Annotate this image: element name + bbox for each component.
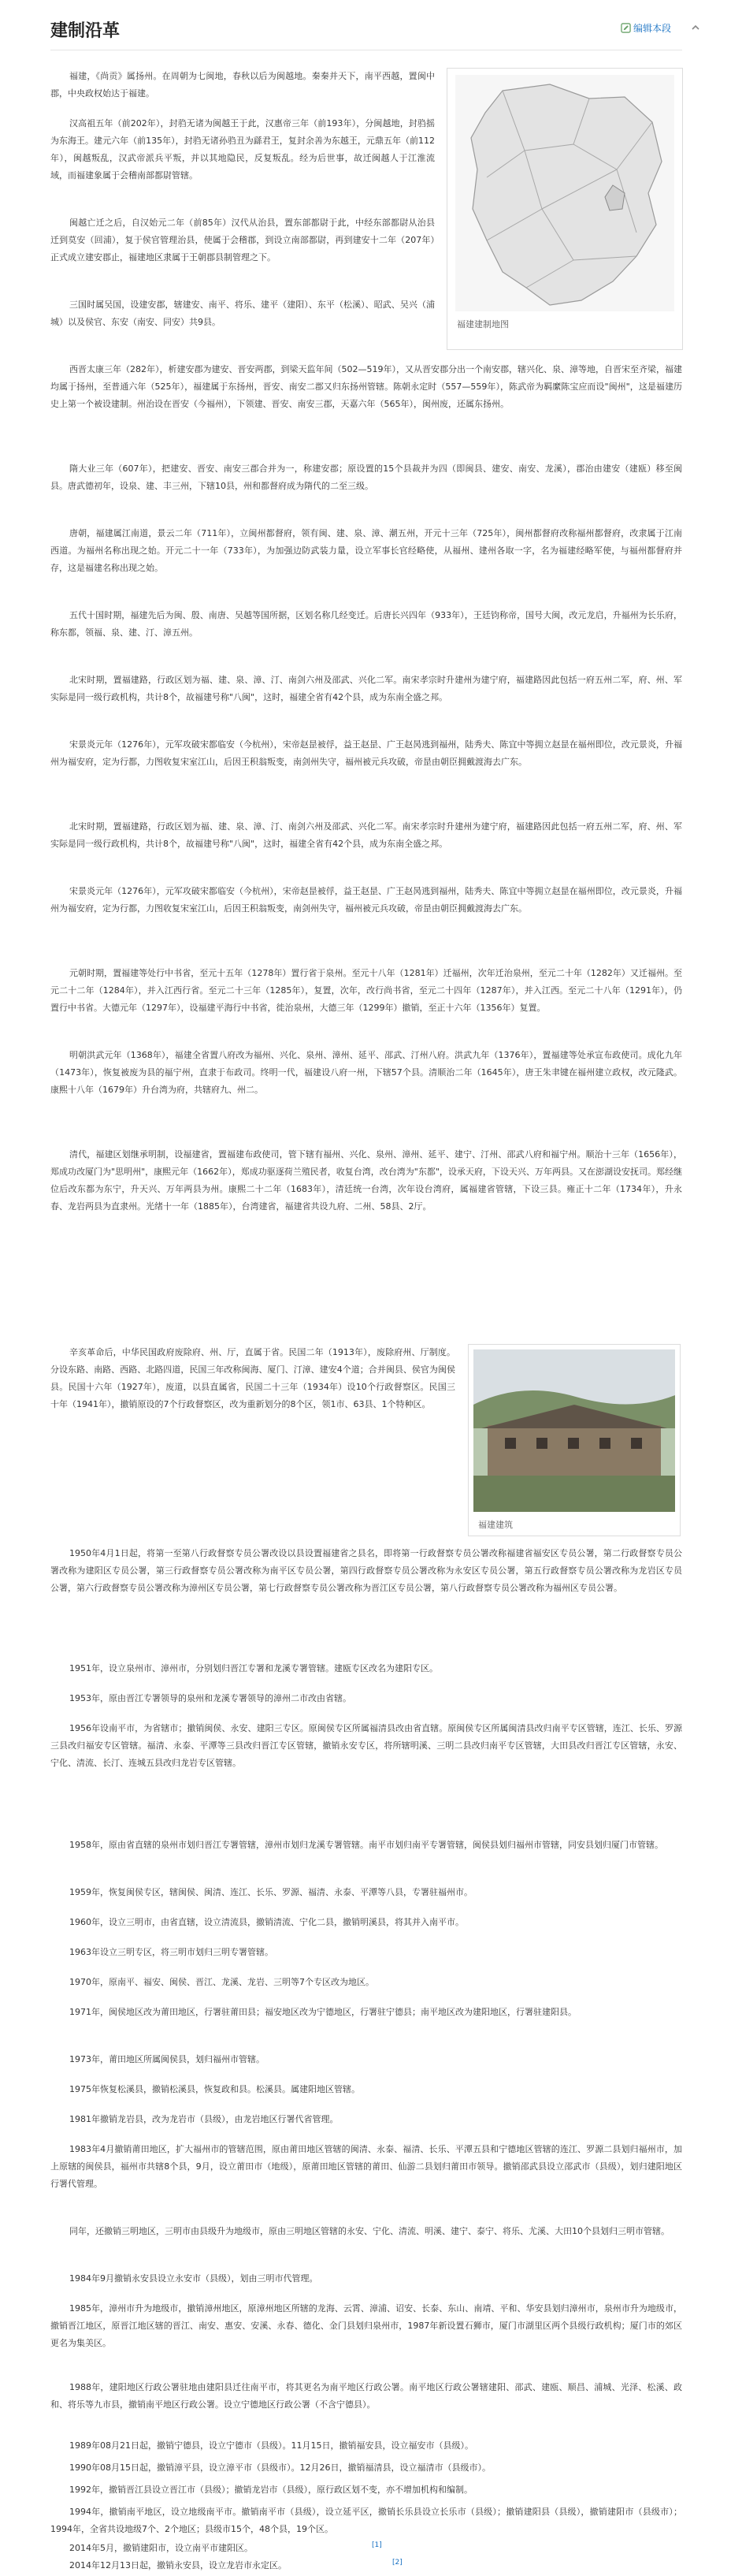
paragraph: 1994年，撤销南平地区，设立地级南平市。撤销南平市（县级），设立延平区，撤销长乐县设立长乐市（县级）；撤销建阳县（县级），撤销建阳市（县级市）；1994年，全省共设地级7个、2个地区；县级市15个，48个县，19个区。 <box>50 2507 682 2534</box>
photo-figure[interactable] <box>468 1344 681 1536</box>
paragraph: 清代，福建区划继承明制，设福建省，置福建布政使司，管下辖有福州、兴化、泉州、漳州、延平、建宁、汀州、邵武八府和福宁州。顺治十三年（1656年），郑成功改厦门为"思明州"，康熙元年（1662年），郑成功驱逐荷兰殖民者，收复台湾，改台湾为"东都"，设承天府，下设天兴、万年两县。又在澎湖设安抚司。郑经继位后改东都为东宁，升天兴、万年两县为州。康熙二十二年（1683年），清廷统一台湾，次年设台湾府，属福建省管辖，下设三县。雍正十二年（1734年），升永春、龙岩两县为直隶州。光绪十一年（1885年），台湾建省，福建省共设九府、二州、58县、2厅。 <box>50 1149 682 1212</box>
paragraph: 宋景炎元年（1276年），元军攻破宋都临安（今杭州），宋帝赵昰被俘，益王赵昰、广王赵昺逃到福州，陆秀夫、陈宜中等拥立赵昰在福州即位，改元景炎，升福州为福安府，定为行都，力图收复宋室江山，后因王积翁叛变，南剑州失守，福州被元兵攻破，帝昰由朝臣拥戴渡海去广东。 <box>50 739 682 767</box>
footnote-link[interactable]: [1] <box>372 2541 382 2549</box>
paragraph: 辛亥革命后，中华民国政府废除府、州、厅，直属于省。民国二年（1913年），废除府州、厅制度。分设东路、南路、西路、北路四道，民国三年改称闽海、厦门、汀漳、建安4个道；合并闽县、侯官为闽侯县。民国十六年（1927年），废道，以县直属省，民国二十三年（1934年）设10个行政督察区。民国三十年（1941年），撤销原设的7个行政督察区，改为重新划分的8个区，领1市、63县、1个特种区。 <box>50 1347 455 1409</box>
paragraph: 1956年设南平市，为省辖市；撤销闽侯、永安、建阳三专区。原闽侯专区所属福清县改由省直辖。原闽侯专区所属闽清县改归南平专区管辖，连江、长乐、罗源三县改归福安专区管辖。福清、永泰、平潭等三县改归晋江专区管辖，撤销永安专区，将所辖明溪、三明二县改归南平专区管辖，大田县改归晋江专区管辖，永安、宁化、清流、长汀、连城五县改归龙岩专区管辖。 <box>50 1723 682 1768</box>
edit-icon <box>621 23 631 33</box>
paragraph: 元朝时期，置福建等处行中书省，至元十五年（1278年）置行省于泉州。至元十八年（1281年）迁福州，次年迁治泉州，至元二十年（1282年）又迁福州。至元二十二年（1284年），并入江西行省。至元二十三年（1285年），复置，次年，改行尚书省，至元二十四年（1287年），并入江西。至元二十八年（1291年），仍置行中书省。大德元年（1297年），设福建平海行中书省，徙治泉州，大德三年（1299年）撤销，至正十六年（1356年）复置。 <box>50 968 682 1013</box>
paragraph: 1963年设立三明专区，将三明市划归三明专署管辖。 <box>69 1947 273 1957</box>
paragraph: 五代十国时期，福建先后为闽、殷、南唐、吴越等国所据，区划名称几经变迁。后唐长兴四年（933年），王廷钧称帝，国号大闽，改元龙启，升福州为长乐府，称东都，领福、泉、建、汀、漳五州。 <box>50 610 682 638</box>
section-title: 建制沿革 <box>50 21 121 41</box>
paragraph: 隋大业三年（607年），把建安、晋安、南安三郡合并为一，称建安郡；原设置的15个县裁并为四（即闽县、建安、南安、龙溪），郡治由建安（建瓯）移至闽县。唐武德初年，设泉、建、丰三州，下辖10县，州和都督府成为隋代的二至三级。 <box>50 463 682 491</box>
section-header <box>0 0 731 66</box>
paragraph: 2014年5月，撤销建阳市，设立南平市建阳区。 <box>69 2543 253 2553</box>
paragraph: 1970年，原南平、福安、闽侯、晋江、龙溪、龙岩、三明等7个专区改为地区。 <box>69 1977 374 1987</box>
paragraph: 闽越亡迁之后，自汉始元二年（前85年）汉代从治县，置东部都尉于此，中经东部都尉从治县迁到莫安（回浦），复于侯官管理治县，使属于会稽郡，到设立南部都尉，再到建安十二年（207年）正式成立建安郡止，福建地区隶属于王朝郡县制管理之下。 <box>50 218 435 262</box>
edit-section-button[interactable] <box>621 20 671 35</box>
paragraph: 1975年恢复松溪县，撤销松溪县，恢复政和县。松溪县。属建阳地区管辖。 <box>69 2084 360 2094</box>
paragraph: 1951年，设立泉州市、漳州市，分别划归晋江专署和龙溪专署管辖。建瓯专区改名为建阳专区。 <box>69 1663 438 1673</box>
paragraph: 1992年，撤销晋江县设立晋江市（县级）；撤销龙岩市（县级），原行政区划不变，亦不增加机构和编制。 <box>69 2485 473 2495</box>
paragraph: 2014年12月13日起，撤销永安县，设立龙岩市永定区。 <box>69 2560 287 2570</box>
fujian-map-image <box>455 75 674 311</box>
chevron-up-icon <box>690 22 701 33</box>
paragraph: 1981年撤销龙岩县，改为龙岩市（县级），由龙岩地区行署代省管理。 <box>69 2114 339 2124</box>
paragraph: 同年，还撤销三明地区，三明市由县级升为地级市，原由三明地区管辖的永安、宁化、清流、明溪、建宁、泰宁、将乐、尤溪、大田10个县划归三明市管辖。 <box>69 2226 670 2236</box>
paragraph: 1989年08月21日起，撤销宁德县，设立宁德市（县级）。11月15日，撤销福安县，设立福安市（县级）。 <box>69 2440 473 2451</box>
paragraph: 1973年，莆田地区所属闽侯县，划归福州市管辖。 <box>69 2054 265 2064</box>
paragraph: 明朝洪武元年（1368年），福建全省置八府改为福州、兴化、泉州、漳州、延平、邵武、汀州八府。洪武九年（1376年），置福建等处承宣布政使司。成化九年（1473年），恢复被废为县的福宁州，直隶于布政司。终明一代，福建设八府一州，下辖57个县。清顺治二年（1645年），唐王朱聿键在福州建立政权，改元隆武。康熙十八年（1679年）升台湾为府，共辖府九、州二。 <box>50 1050 682 1095</box>
collapse-button[interactable] <box>687 19 704 36</box>
paragraph: 1990年08月15日起，撤销漳平县，设立漳平市（县级市）。12月26日，撤销福清县，设立福清市（县级市）。 <box>69 2462 491 2473</box>
paragraph: 北宋时期，置福建路，行政区划为福、建、泉、漳、汀、南剑六州及邵武、兴化二军。南宋孝宗时升建州为建宁府，福建路因此包括一府五州二军，府、州、军实际是同一级行政机构，共计8个，故福建号称"八闽"，这时，福建全省有42个县，成为东南全盛之邦。 <box>50 821 682 849</box>
paragraph: 1988年，建阳地区行政公署驻地由建阳县迁往南平市，将其更名为南平地区行政公署。南平地区行政公署辖建阳、邵武、建瓯、顺昌、浦城、光泽、松溪、政和、将乐等九市县，撤销南平地区行政公署。设立宁德地区行政公署（不含宁德县）。 <box>50 2382 682 2410</box>
photo-caption: 福建建筑 <box>478 1520 513 1530</box>
paragraph: 1983年4月撤销莆田地区，扩大福州市的管辖范围，原由莆田地区管辖的闽清、永泰、福清、长乐、平潭五县和宁德地区管辖的连江、罗源二县划归福州市，加上原辖的闽侯县，福州市共辖8个县，9月，设立莆田市（地级），原莆田地区管辖的莆田、仙游二县划归莆田市领导。撤销邵武县设立邵武市（县级），划归建阳地区行署代管理。 <box>50 2144 682 2189</box>
paragraph: 宋景炎元年（1276年），元军攻破宋都临安（今杭州），宋帝赵昰被俘，益王赵昰、广王赵昺逃到福州，陆秀夫、陈宜中等拥立赵昰在福州即位，改元景炎，升福州为福安府，定为行都，力图收复宋室江山，后因王积翁叛变，南剑州失守，福州被元兵攻破，帝昰由朝臣拥戴渡海去广东。 <box>50 886 682 914</box>
paragraph: 唐朝，福建属江南道，景云二年（711年），立闽州都督府，领有闽、建、泉、漳、潮五州，开元十三年（725年），闽州都督府改称福州都督府，改隶属于江南西道。为福州名称出现之始。开元二十一年（733年），为加强边防武装力量，设立军事长官经略使，从福州、建州各取一字，名为福建经略军使，与福州都督府并存，这是福建名称出现之始。 <box>50 528 682 573</box>
map-caption: 福建建制地图 <box>457 319 509 329</box>
paragraph: 北宋时期，置福建路，行政区划为福、建、泉、漳、汀、南剑六州及邵武、兴化二军。南宋孝宗时升建州为建宁府，福建路因此包括一府五州二军，府、州、军实际是同一级行政机构，共计8个，故福建号称"八闽"，这时，福建全省有42个县，成为东南全盛之邦。 <box>50 675 682 702</box>
paragraph: 1950年4月1日起，将第一至第八行政督察专员公署改设以县设置福建省之县名，即将第一行政督察专员公署改称福建省福安区专员公署，第二行政督察专员公署改称为建阳区专员公署，第三行政督察专员公署改称为南平区专员公署，第四行政督察专员公署改称为永安区专员公署，第五行政督察专员公署改称为龙岩区专员公署，第六行政督察专员公署改称为漳州区专员公署，第七行政督察专员公署改称为晋江区专员公署，第八行政督察专员公署改称为福州区专员公署。 <box>50 1548 682 1593</box>
paragraph: 1960年，设立三明市，由省直辖，设立清流县，撤销清流、宁化二县，撤销明溪县，将其并入南平市。 <box>69 1917 464 1927</box>
tulou-photo-image <box>473 1349 675 1512</box>
paragraph: 福建，《尚贡》属扬州。在周朝为七闽地，春秋以后为闽越地。秦秦并天下，南平西越，置闽中郡，中央政权始达于福建。 <box>50 71 435 99</box>
paragraph: 三国时属吴国，设建安郡，辖建安、南平、将乐、建平（建阳）、东平（松溪）、昭武、吴兴（浦城）以及侯官、东安（南安、同安）共9县。 <box>50 300 435 327</box>
map-figure[interactable] <box>447 68 683 350</box>
paragraph: 1959年，恢复闽侯专区，辖闽侯、闽清、连江、长乐、罗源、福清、永泰、平潭等八县，专署驻福州市。 <box>69 1887 473 1897</box>
paragraph: 1953年，原由晋江专署领导的泉州和龙溪专署领导的漳州二市改由省辖。 <box>69 1693 351 1703</box>
footnote-link[interactable]: [2] <box>392 2559 403 2567</box>
paragraph: 西晋太康三年（282年），析建安郡为建安、晋安两郡，到梁天监年间（502—519年），又从晋安郡分出一个南安郡，辖兴化、泉、漳等地，自晋宋至齐梁，福建均属于扬州，至普通六年（525年），福建属于东扬州，晋安、南安二郡又归东扬州管辖。陈朝永定时（557—559年），陈武帝为羁縻陈宝应而设"闽州"，这是福建历史上第一个被设建制。州治设在晋安（今福州），下领建、晋安、南安三郡，天嘉六年（565年），闽州废，还属东扬州。 <box>50 364 682 409</box>
edit-section-label: 编辑本段 <box>633 22 672 34</box>
paragraph: 1984年9月撤销永安县设立永安市（县级），划由三明市代管理。 <box>69 2273 318 2284</box>
paragraph: 汉高祖五年（前202年），封驺无诸为闽越王于此，汉惠帝三年（前193年），分闽越地，封驺摇为东海王。建元六年（前135年），封驺无诸孙驺丑为繇君王，复封余善为东越王，元鼎五年（前112年），闽越叛乱，汉武帝派兵平叛，并以其地隐民，反复叛乱。经为后世事，故迁闽越人于江淮流域，而福建象属于会稽南部都尉管辖。 <box>50 118 435 181</box>
paragraph: 1971年，闽侯地区改为莆田地区，行署驻莆田县；福安地区改为宁德地区，行署驻宁德县；南平地区改为建阳地区，行署驻建阳县。 <box>69 2007 577 2017</box>
paragraph: 1985年，漳州市升为地级市，撤销漳州地区，原漳州地区所辖的龙海、云霄、漳浦、诏安、长泰、东山、南靖、平和、华安县划归漳州市，泉州市升为地级市，撤销晋江地区，原晋江地区辖的晋江、南安、惠安、安溪、永春、德化、金门县划归泉州市，1987年新设置石狮市，厦门市湖里区两个县级行政机构；厦门市的郊区更名为集美区。 <box>50 2303 682 2348</box>
paragraph: 1958年，原由省直辖的泉州市划归晋江专署管辖，漳州市划归龙溪专署管辖。南平市划归南平专署管辖，闽侯县划归福州市管辖，同安县划归厦门市管辖。 <box>69 1840 663 1850</box>
